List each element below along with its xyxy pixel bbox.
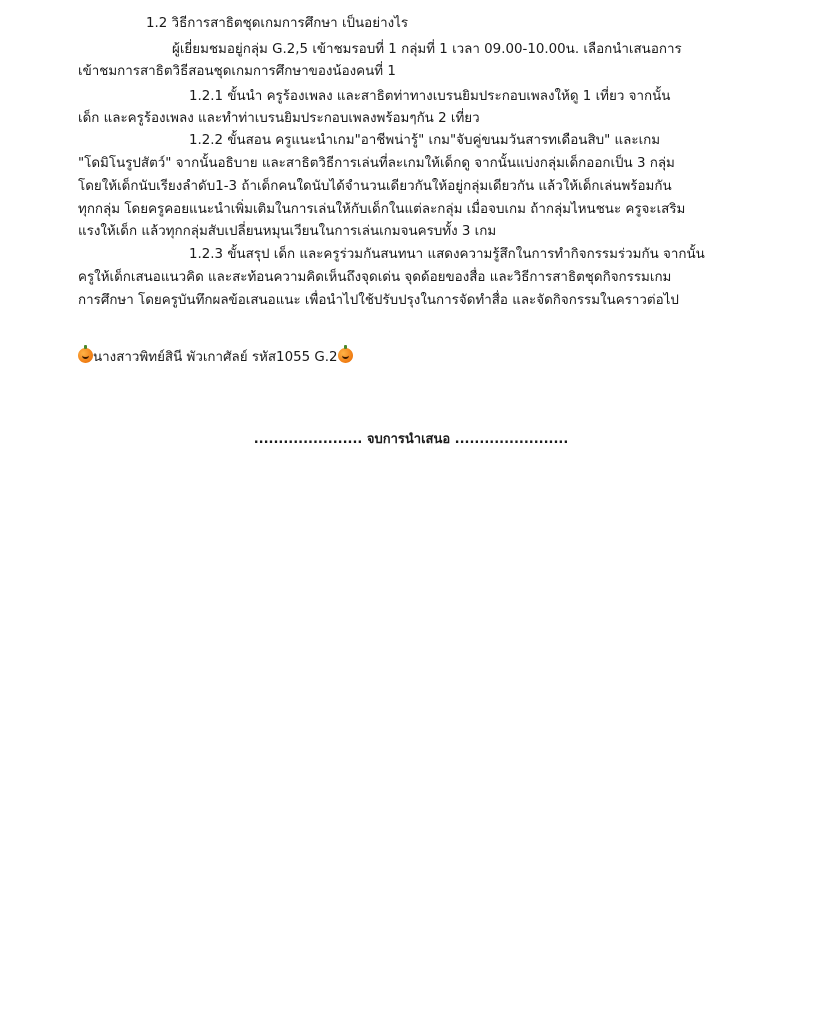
step-2-line-3: โดยให้เด็กนับเรียงลำดับ1-3 ถ้าเด็กคนใดนับได้จำนวนเดียวกันให้อยู่กลุ่มเดียวกัน แล้วให้เด็กเล่นพร้อมกัน (78, 179, 672, 194)
step-2-line-5: แรงให้เด็ก แล้วทุกกลุ่มสับเปลี่ยนหมุนเวียนในการเล่นเกมจนครบทั้ง 3 เกม (78, 224, 497, 239)
step-2-line-2: "โดมิโนรูปสัตว์" จากนั้นอธิบาย และสาธิตวิธีการเล่นที่ละเกมให้เด็กดู จากนั้นแบ่งกลุ่มเด็กออกเป็น 3 กลุ่ม (78, 156, 675, 171)
step-1-line-2: เด็ก และครูร้องเพลง และทำท่าเบรนยิมประกอบเพลงพร้อมๆกัน 2 เที่ยว (78, 111, 480, 126)
pumpkin-icon (338, 348, 353, 363)
step-2-line-1: 1.2.2 ขั้นสอน ครูแนะนำเกม"อาชีพน่ารู้" เกม"จับคู่ขนมวันสารทเดือนสิบ" และเกม (189, 133, 661, 148)
intro-line-1: ผู้เยี่ยมชมอยู่กลุ่ม G.2,5 เข้าชมรอบที่ 1 กลุ่มที่ 1 เวลา 09.00-10.00น. เลือกนำเสนอการ (172, 42, 682, 57)
step-1-line-1: 1.2.1 ขั้นนำ ครูร้องเพลง และสาธิตท่าทางเบรนยิมประกอบเพลงให้ดู 1 เที่ยว จากนั้น (189, 89, 671, 104)
pumpkin-icon (78, 348, 93, 363)
signature-line (78, 348, 353, 370)
step-3-line-2: ครูให้เด็กเสนอแนวคิด และสะท้อนความคิดเห็นถึงจุดเด่น จุดด้อยของสื่อ และวิธีการสาธิตชุดกิจกรรมเกม (78, 270, 672, 285)
step-3-line-3: การศึกษา โดยครูบันทึกผลข้อเสนอแนะ เพื่อนำไปใช้ปรับปรุงในการจัดทำสื่อ และจัดกิจกรรมในคราวต่อไป (78, 293, 679, 308)
step-2-line-4: ทุกกลุ่ม โดยครูคอยแนะนำเพิ่มเติมในการเล่นให้กับเด็กในแต่ละกลุ่ม เมื่อจบเกม ถ้ากลุ่มไหนชนะ ครูจะเสริม (78, 202, 686, 217)
intro-line-2: เข้าชมการสาธิตวิธีสอนชุดเกมการศึกษาของน้องคนที่ 1 (78, 64, 396, 79)
signature-text: นางสาวพิทย์สินี พัวเกาศัลย์ รหัส1055 G.2 (93, 350, 338, 365)
closing-line: ...................... จบการนำเสนอ ....................... (253, 432, 569, 447)
step-3-line-1: 1.2.3 ขั้นสรุป เด็ก และครูร่วมกันสนทนา แสดงความรู้สึกในการทำกิจกรรมร่วมกัน จากนั้น (189, 247, 705, 262)
section-heading: 1.2 วิธีการสาธิตชุดเกมการศึกษา เป็นอย่างไร (146, 16, 409, 31)
